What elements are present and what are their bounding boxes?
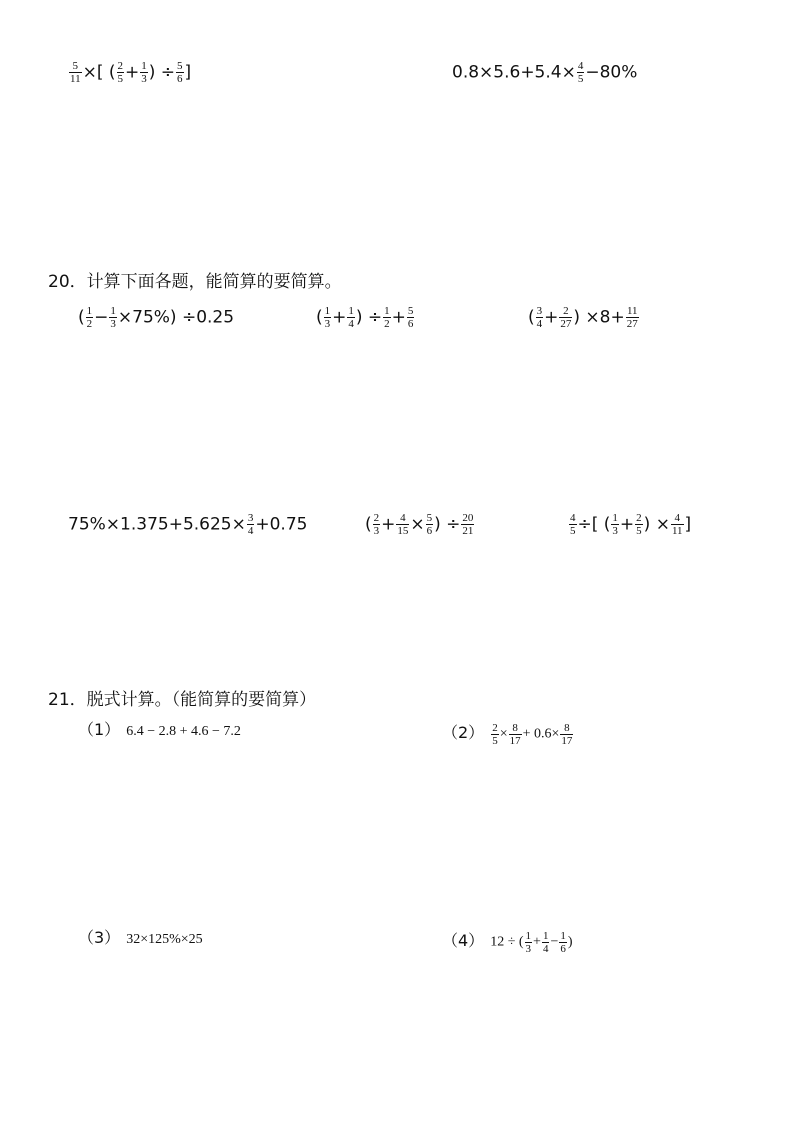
problem-21-1	[78, 722, 241, 739]
fraction-numerator: 8	[560, 722, 573, 735]
fraction-denominator: 5	[636, 525, 642, 537]
expr-text: ) ×8+	[573, 307, 625, 328]
expr-text: +	[619, 514, 635, 535]
fraction-denominator: 17	[509, 735, 521, 747]
problem-20-6	[568, 512, 691, 537]
expr-text: ×75%) ÷0.25	[117, 307, 235, 328]
fraction-denominator: 3	[525, 943, 532, 955]
expr-text: ) ÷	[148, 62, 176, 83]
fraction	[542, 930, 550, 955]
fraction-numerator: 1	[384, 305, 390, 317]
problem-21-3	[78, 930, 203, 947]
fraction-denominator: 27	[560, 318, 572, 330]
expr-text: ×	[499, 726, 508, 742]
fraction-denominator: 11	[671, 525, 683, 537]
expr-text: +	[533, 934, 541, 950]
fraction-denominator: 6	[407, 318, 414, 330]
fraction	[559, 930, 567, 955]
expr-text: ×[ (	[82, 62, 116, 83]
fraction	[635, 512, 643, 537]
fraction	[396, 512, 409, 537]
fraction-denominator: 4	[536, 318, 543, 330]
fraction-numerator: 3	[536, 305, 543, 317]
fraction	[176, 60, 184, 85]
fraction-denominator: 5	[570, 525, 576, 537]
expr-text: ×	[410, 514, 425, 535]
fraction-numerator: 5	[426, 512, 433, 524]
fraction-denominator: 4	[542, 943, 549, 955]
expr-text: + 0.6×	[522, 726, 560, 742]
fraction-numerator: 2	[373, 512, 380, 524]
expr-text: +0.75	[255, 514, 308, 535]
expr-text: (	[78, 307, 85, 328]
fraction-denominator: 3	[110, 318, 116, 330]
problem-21-2	[442, 722, 574, 747]
fraction	[525, 930, 533, 955]
expr-text: 32×125%×25	[126, 932, 203, 947]
fraction-numerator: 1	[324, 305, 331, 317]
fraction	[117, 60, 125, 85]
expr-text: (	[528, 307, 535, 328]
fraction	[611, 512, 619, 537]
fraction-numerator: 1	[560, 930, 566, 942]
expr-text: +	[125, 62, 140, 83]
problem-label: （4）	[442, 930, 485, 950]
fraction	[569, 512, 577, 537]
fraction-denominator: 3	[324, 318, 331, 330]
section-20-heading: 20．计算下面各题，能简算的要简算。	[48, 272, 342, 292]
problem-label: （2）	[442, 722, 485, 742]
fraction-numerator: 2	[492, 722, 498, 734]
fraction	[347, 305, 355, 330]
fraction-denominator: 6	[426, 525, 433, 537]
fraction-denominator: 15	[397, 525, 409, 537]
fraction-numerator: 8	[509, 722, 522, 735]
expr-text: ) ×	[643, 514, 670, 535]
expr-text: +	[381, 514, 396, 535]
expr-text: 12 ÷ (	[490, 934, 524, 950]
expr-text: +	[391, 307, 406, 328]
fraction-denominator: 21	[462, 525, 474, 537]
fraction-numerator: 4	[570, 512, 576, 524]
fraction	[140, 60, 148, 85]
fraction-numerator: 1	[86, 305, 93, 317]
fraction	[491, 722, 499, 747]
fraction-denominator: 6	[560, 943, 566, 955]
fraction-denominator: 2	[384, 318, 390, 330]
fraction-numerator: 2	[636, 512, 642, 524]
fraction-denominator: 3	[141, 73, 147, 85]
fraction-numerator: 1	[141, 60, 147, 72]
fraction-numerator: 5	[407, 305, 414, 317]
expr-text: ]	[684, 514, 692, 535]
fraction-numerator: 1	[612, 512, 618, 524]
problem-20-4	[68, 512, 307, 537]
fraction	[671, 512, 684, 537]
fraction	[69, 60, 82, 85]
expr-text: −	[94, 307, 109, 328]
fraction-numerator: 1	[348, 305, 354, 317]
fraction-numerator: 1	[110, 305, 116, 317]
fraction-denominator: 2	[86, 318, 93, 330]
fraction	[509, 722, 522, 747]
fraction	[383, 305, 391, 330]
expr-text: 75%×1.375+5.625×	[68, 514, 246, 535]
fraction-numerator: 5	[69, 60, 82, 73]
fraction-numerator: 3	[247, 512, 254, 524]
fraction-denominator: 3	[373, 525, 380, 537]
expr-text: (	[316, 307, 323, 328]
problem-20-5	[365, 512, 475, 537]
fraction-denominator: 3	[612, 525, 618, 537]
expr-text: ÷[ (	[577, 514, 611, 535]
fraction	[86, 305, 94, 330]
fraction-denominator: 4	[348, 318, 354, 330]
fraction-numerator: 20	[462, 512, 474, 524]
fraction-numerator: 11	[626, 305, 638, 317]
expr-text: ) ÷	[434, 514, 461, 535]
fraction-numerator: 4	[577, 60, 584, 72]
expr-text: 0.8×5.6+5.4×	[452, 62, 576, 83]
fraction-denominator: 27	[626, 318, 638, 330]
fraction-numerator: 2	[117, 60, 124, 72]
fraction-denominator: 6	[177, 73, 183, 85]
expr-text: −80%	[585, 62, 638, 83]
fraction	[626, 305, 639, 330]
fraction-denominator: 5	[577, 73, 584, 85]
problem-21-4	[442, 930, 573, 955]
problem-20-3	[528, 305, 640, 330]
expr-text: )	[567, 934, 573, 950]
fraction-denominator: 17	[561, 735, 573, 747]
expr-text: ) ÷	[355, 307, 383, 328]
fraction	[461, 512, 474, 537]
fraction-denominator: 5	[492, 735, 498, 747]
fraction	[109, 305, 117, 330]
problem-top-2	[452, 60, 637, 85]
fraction	[373, 512, 381, 537]
fraction-numerator: 4	[671, 512, 684, 525]
fraction	[536, 305, 544, 330]
fraction-numerator: 5	[177, 60, 183, 72]
expr-text: +	[332, 307, 347, 328]
problem-top-1	[68, 60, 191, 85]
expr-text: ]	[184, 62, 192, 83]
fraction	[247, 512, 255, 537]
fraction-numerator: 2	[559, 305, 572, 318]
expr-text: 6.4 − 2.8 + 4.6 − 7.2	[126, 724, 241, 739]
problem-20-1	[78, 305, 234, 330]
expr-text: +	[544, 307, 559, 328]
fraction-denominator: 5	[117, 73, 124, 85]
problem-label: （3）	[78, 928, 121, 947]
fraction	[559, 305, 572, 330]
fraction-denominator: 11	[70, 73, 81, 85]
section-21-heading: 21．脱式计算。（能简算的要简算）	[48, 690, 317, 710]
fraction	[324, 305, 332, 330]
problem-label: （1）	[78, 720, 121, 739]
fraction	[577, 60, 585, 85]
fraction	[426, 512, 434, 537]
fraction-numerator: 4	[396, 512, 409, 525]
fraction-denominator: 4	[247, 525, 254, 537]
fraction	[560, 722, 573, 747]
problem-20-2	[316, 305, 415, 330]
fraction-numerator: 1	[542, 930, 549, 942]
expr-text: (	[365, 514, 372, 535]
expr-text: −	[550, 934, 559, 950]
fraction-numerator: 1	[525, 930, 532, 942]
fraction	[407, 305, 415, 330]
